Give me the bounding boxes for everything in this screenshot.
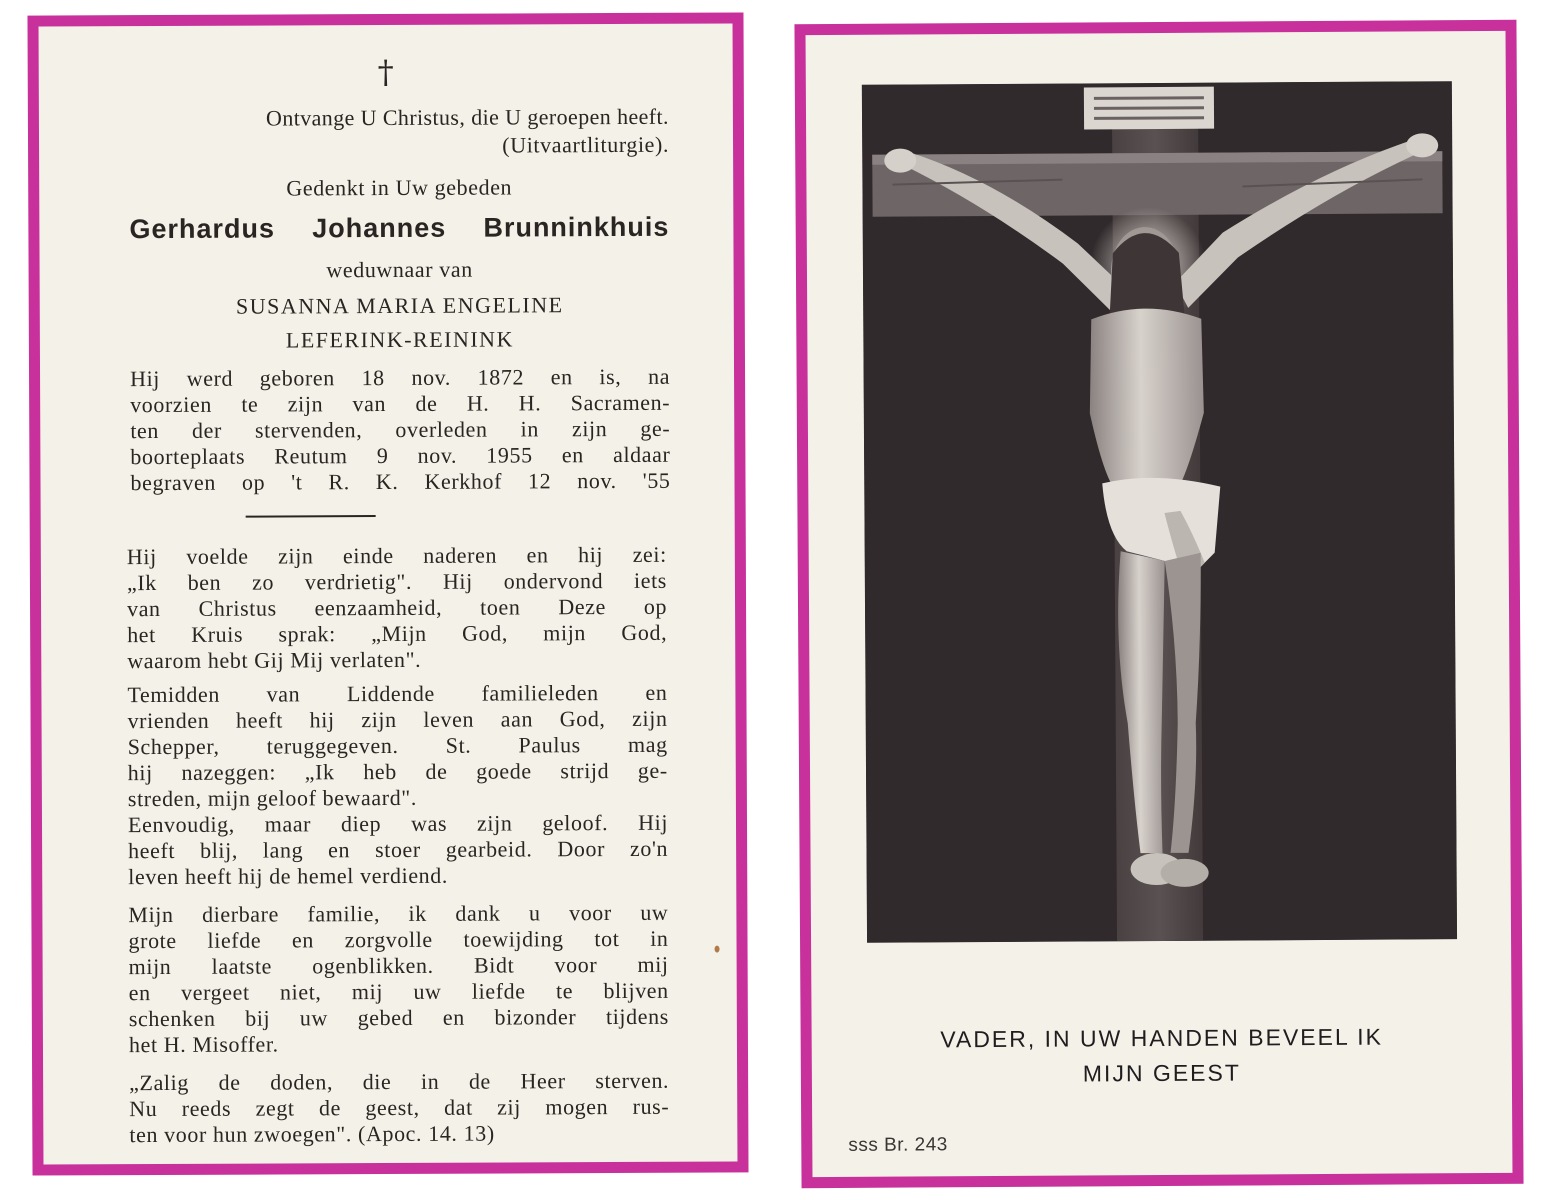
bio-line: voorzien te zijn van de H. H. Sacramen- xyxy=(130,389,671,418)
paragraph-line: vrienden heeft hij zijn leven aan God, zijn xyxy=(127,705,668,734)
bio-line: ten der stervenden, overleden in zijn ge- xyxy=(130,415,671,444)
memorial-card-text-side xyxy=(27,12,748,1175)
paragraph-line: het H. Misoffer. xyxy=(128,1031,279,1058)
widower-of-line: weduwnaar van xyxy=(326,256,473,283)
paragraph-line: ten voor hun zwoegen". (Apoc. 14. 13) xyxy=(129,1120,495,1148)
caption-line2: MIJN GEEST xyxy=(1082,1059,1241,1087)
paragraph-line: „Zalig de doden, die in de Heer sterven. xyxy=(129,1067,670,1096)
paragraph-line: het Kruis sprak: „Mijn God, mijn God, xyxy=(127,619,668,648)
paragraph-line: hij nazeggen: „Ik heb de goede strijd ge- xyxy=(127,757,668,786)
paragraph-line: en vergeet niet, mij uw liefde te blijven xyxy=(128,977,669,1006)
crucifix-illustration xyxy=(862,81,1457,943)
paragraph-line: leven heeft hij de hemel verdiend. xyxy=(128,862,449,890)
paragraph-line: streden, mijn geloof bewaard". xyxy=(127,784,418,812)
paragraph-line: van Christus eenzaamheid, toen Deze op xyxy=(127,593,668,622)
paragraph-line: „Ik ben zo verdrietig". Hij ondervond iets xyxy=(126,567,667,596)
paragraph-line: Mijn dierbare familie, ik dank u voor uw xyxy=(128,899,669,928)
spouse-name-line1: SUSANNA MARIA ENGELINE xyxy=(235,292,564,319)
spouse-name-line2: LEFERINK-REININK xyxy=(285,326,514,353)
paragraph-line: heeft blij, lang en stoer gearbeid. Door zo'n xyxy=(128,835,669,864)
memorial-card-image-side xyxy=(794,20,1523,1188)
cross-icon: † xyxy=(377,52,394,92)
gedenkt-line: Gedenkt in Uw gebeden xyxy=(286,174,513,201)
crucifix-photo xyxy=(862,81,1457,943)
paragraph-line: Hij voelde zijn einde naderen en hij zei: xyxy=(126,541,667,570)
bio-line: begraven op 't R. K. Kerkhof 12 nov. '55 xyxy=(130,467,671,496)
deceased-name: Gerhardus Johannes Brunninkhuis xyxy=(129,211,670,245)
card-text-column xyxy=(129,24,671,496)
section-divider xyxy=(246,515,376,518)
opening-quote-line1: Ontvange U Christus, die U geroepen heeft. xyxy=(265,103,669,131)
printer-code: sss Br. 243 xyxy=(848,1134,948,1156)
paragraph-line: Eenvoudig, maar diep was zijn geloof. Hij xyxy=(127,809,669,838)
torso xyxy=(1089,308,1204,491)
paragraph-line: waarom hebt Gij Mij verlaten". xyxy=(127,646,422,674)
paragraph-line: schenken bij uw gebed en bizonder tijdens xyxy=(128,1003,669,1032)
bio-line: boorteplaats Reutum 9 nov. 1955 en aldaar xyxy=(130,441,671,470)
paper-stain xyxy=(715,946,720,953)
opening-quote-line2: (Uitvaartliturgie). xyxy=(502,131,670,158)
paragraph-line: Schepper, teruggegeven. St. Paulus mag xyxy=(127,731,668,760)
caption-line1: VADER, IN UW HANDEN BEVEEL IK xyxy=(940,1023,1384,1053)
paragraph-line: Nu reeds zegt de geest, dat zij mogen rus- xyxy=(129,1093,670,1122)
paragraph-line: mijn laatste ogenblikken. Bidt voor mij xyxy=(128,951,669,980)
bio-line: Hij werd geboren 18 nov. 1872 en is, na xyxy=(130,363,671,392)
paragraph-line: grote liefde en zorgvolle toewijding tot in xyxy=(128,925,669,954)
paragraph-line: Temidden van Liddende familieleden en xyxy=(127,679,668,708)
